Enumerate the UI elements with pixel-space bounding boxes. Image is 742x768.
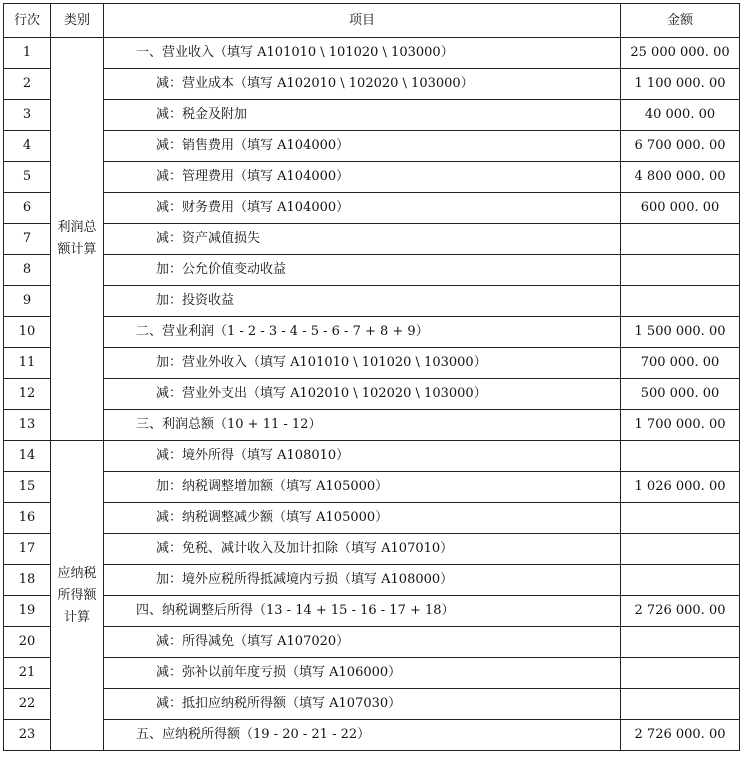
row-number-cell: 12	[4, 379, 51, 410]
header-row-no: 行次	[4, 4, 51, 38]
table-row	[4, 38, 740, 69]
header-category: 类别	[51, 4, 104, 38]
amount-cell: 25 000 000. 00	[621, 38, 740, 69]
tax-table-container	[3, 3, 740, 751]
table-row	[4, 379, 740, 410]
item-cell: 二、营业利润（1 - 2 - 3 - 4 - 5 - 6 - 7 + 8 + 9）	[104, 317, 621, 348]
row-number-cell: 1	[4, 38, 51, 69]
row-number-cell: 10	[4, 317, 51, 348]
row-number-cell: 8	[4, 255, 51, 286]
category-cell: 利润总额计算	[51, 38, 104, 441]
amount-cell: 600 000. 00	[621, 193, 740, 224]
table-row	[4, 627, 740, 658]
table-row	[4, 224, 740, 255]
table-row	[4, 193, 740, 224]
item-cell: 减：免税、减计收入及加计扣除（填写 A107010）	[104, 534, 621, 565]
row-number-cell: 23	[4, 720, 51, 751]
amount-cell	[621, 255, 740, 286]
row-number-cell: 20	[4, 627, 51, 658]
amount-cell	[621, 534, 740, 565]
row-number-cell: 22	[4, 689, 51, 720]
table-row	[4, 131, 740, 162]
amount-cell	[621, 627, 740, 658]
row-number-cell: 15	[4, 472, 51, 503]
row-number-cell: 4	[4, 131, 51, 162]
amount-cell	[621, 441, 740, 472]
row-number-cell: 19	[4, 596, 51, 627]
table-row	[4, 69, 740, 100]
table-row	[4, 503, 740, 534]
row-number-cell: 14	[4, 441, 51, 472]
item-cell: 减：资产减值损失	[104, 224, 621, 255]
amount-cell	[621, 286, 740, 317]
table-row	[4, 410, 740, 441]
item-cell: 五、应纳税所得额（19 - 20 - 21 - 22）	[104, 720, 621, 751]
amount-cell: 40 000. 00	[621, 100, 740, 131]
amount-cell: 1 500 000. 00	[621, 317, 740, 348]
row-number-cell: 17	[4, 534, 51, 565]
item-cell: 四、纳税调整后所得（13 - 14 + 15 - 16 - 17 + 18）	[104, 596, 621, 627]
table-row	[4, 720, 740, 751]
item-cell: 减：抵扣应纳税所得额（填写 A107030）	[104, 689, 621, 720]
item-cell: 加：公允价值变动收益	[104, 255, 621, 286]
table-header-row	[4, 4, 740, 38]
tax-return-table	[3, 3, 740, 751]
item-cell: 减：境外所得（填写 A108010）	[104, 441, 621, 472]
row-number-cell: 5	[4, 162, 51, 193]
table-row	[4, 441, 740, 472]
item-cell: 加：境外应税所得抵减境内亏损（填写 A108000）	[104, 565, 621, 596]
item-cell: 减：所得减免（填写 A107020）	[104, 627, 621, 658]
amount-cell: 2 726 000. 00	[621, 596, 740, 627]
item-cell: 减：纳税调整减少额（填写 A105000）	[104, 503, 621, 534]
row-number-cell: 2	[4, 69, 51, 100]
item-cell: 减：税金及附加	[104, 100, 621, 131]
row-number-cell: 13	[4, 410, 51, 441]
amount-cell	[621, 689, 740, 720]
table-body	[4, 38, 740, 751]
amount-cell: 500 000. 00	[621, 379, 740, 410]
item-cell: 减：营业成本（填写 A102010 \ 102020 \ 103000）	[104, 69, 621, 100]
amount-cell: 1 026 000. 00	[621, 472, 740, 503]
header-item: 项目	[104, 4, 621, 38]
table-row	[4, 317, 740, 348]
table-row	[4, 100, 740, 131]
table-row	[4, 596, 740, 627]
amount-cell: 1 100 000. 00	[621, 69, 740, 100]
amount-cell: 700 000. 00	[621, 348, 740, 379]
row-number-cell: 16	[4, 503, 51, 534]
table-row	[4, 348, 740, 379]
table-row	[4, 534, 740, 565]
table-row	[4, 472, 740, 503]
header-amount: 金额	[621, 4, 740, 38]
table-row	[4, 565, 740, 596]
row-number-cell: 9	[4, 286, 51, 317]
category-cell: 应纳税所得额计算	[51, 441, 104, 751]
item-cell: 三、利润总额（10 + 11 - 12）	[104, 410, 621, 441]
table-row	[4, 255, 740, 286]
amount-cell	[621, 565, 740, 596]
item-cell: 加：纳税调整增加额（填写 A105000）	[104, 472, 621, 503]
amount-cell: 4 800 000. 00	[621, 162, 740, 193]
amount-cell: 1 700 000. 00	[621, 410, 740, 441]
table-row	[4, 689, 740, 720]
row-number-cell: 11	[4, 348, 51, 379]
amount-cell: 2 726 000. 00	[621, 720, 740, 751]
table-row	[4, 162, 740, 193]
item-cell: 一、营业收入（填写 A101010 \ 101020 \ 103000）	[104, 38, 621, 69]
item-cell: 减：管理费用（填写 A104000）	[104, 162, 621, 193]
row-number-cell: 7	[4, 224, 51, 255]
amount-cell	[621, 224, 740, 255]
table-row	[4, 658, 740, 689]
table-row	[4, 286, 740, 317]
row-number-cell: 21	[4, 658, 51, 689]
item-cell: 减：财务费用（填写 A104000）	[104, 193, 621, 224]
item-cell: 加：投资收益	[104, 286, 621, 317]
amount-cell: 6 700 000. 00	[621, 131, 740, 162]
row-number-cell: 6	[4, 193, 51, 224]
row-number-cell: 18	[4, 565, 51, 596]
item-cell: 减：销售费用（填写 A104000）	[104, 131, 621, 162]
item-cell: 加：营业外收入（填写 A101010 \ 101020 \ 103000）	[104, 348, 621, 379]
amount-cell	[621, 503, 740, 534]
amount-cell	[621, 658, 740, 689]
item-cell: 减：弥补以前年度亏损（填写 A106000）	[104, 658, 621, 689]
row-number-cell: 3	[4, 100, 51, 131]
item-cell: 减：营业外支出（填写 A102010 \ 102020 \ 103000）	[104, 379, 621, 410]
